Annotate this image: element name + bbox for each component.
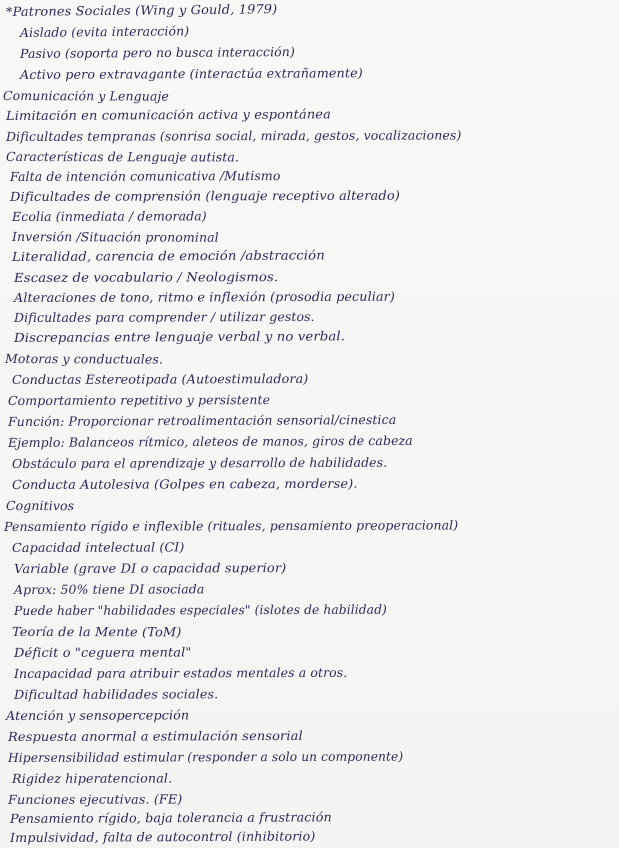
note-line: Ecolia (inmediata / demorada) [11, 208, 207, 224]
heading-comunicacion: Comunicación y Lenguaje [2, 88, 169, 104]
note-line: Inversión /Situación pronominal [11, 229, 219, 245]
note-line: Hipersensibilidad estimular (responder a solo un componente) [7, 748, 404, 765]
note-line: Pensamiento rígido, baja tolerancia a frustración [9, 809, 332, 826]
note-line: Rigidez hiperatencional. [11, 770, 173, 786]
heading-motoras: Motoras y conductuales. [4, 351, 163, 367]
note-line: Función: Proporcionar retroalimentación sensorial/cinestica [7, 411, 397, 429]
note-line: Aprox: 50% tiene DI asociada [13, 581, 205, 597]
heading-funciones-ejecutivas: Funciones ejecutivas. (FE) [7, 791, 183, 807]
note-line: Literalidad, carencia de emoción /abstracción [11, 247, 325, 264]
note-line: Conducta Autolesiva (Golpes en cabeza, morderse). [11, 475, 358, 492]
note-line: Déficit o "ceguera mental" [13, 644, 192, 660]
note-line: Escasez de vocabulario / Neologismos. [13, 269, 279, 285]
note-line: Ejemplo: Balanceos rítmico, aleteos de manos, giros de cabeza [7, 432, 413, 450]
note-line: Capacidad intelectual (CI) [11, 539, 185, 555]
note-line: Características de Lenguaje autista. [5, 149, 239, 165]
note-line: Pensamiento rígido e inflexible (rituales, pensamiento preoperacional) [3, 517, 459, 534]
note-line: Alteraciones de tono, ritmo e inflexión (prosodia peculiar) [13, 288, 395, 305]
note-line: Dificultades para comprender / utilizar gestos. [13, 308, 315, 325]
note-line: Dificultades de comprensión (lenguaje receptivo alterado) [9, 187, 400, 204]
note-line: Dificultad habilidades sociales. [13, 686, 219, 702]
heading-patrones-sociales: *Patrones Sociales (Wing y Gould, 1979) [5, 1, 278, 19]
note-line: Impulsividad, falta de autocontrol (inhibitorio) [9, 828, 316, 845]
note-line: Aislado (evita interacción) [19, 23, 190, 40]
note-line: Puede haber "habilidades especiales" (islotes de habilidad) [13, 601, 387, 618]
heading-cognitivos: Cognitivos [5, 498, 75, 514]
note-line: Variable (grave DI o capacidad superior) [13, 560, 287, 576]
note-line: Falta de intención comunicativa /Mutismo [9, 168, 281, 184]
heading-atencion: Atención y sensopercepción [5, 707, 190, 723]
note-line: Dificultades tempranas (sonrisa social, mirada, gestos, vocalizaciones) [5, 127, 462, 144]
note-line: Teoría de la Mente (ToM) [11, 624, 182, 640]
note-line: Limitación en comunicación activa y espontánea [5, 106, 331, 123]
note-line: Pasivo (soporta pero no busca interacción) [19, 44, 295, 61]
note-line: Discrepancias entre lenguaje verbal y no verbal. [13, 328, 346, 345]
note-line: Comportamiento repetitivo y persistente [7, 392, 271, 408]
note-line: Conductas Estereotipada (Autoestimuladora) [11, 370, 309, 387]
note-line: Incapacidad para atribuir estados mentales a otros. [13, 664, 348, 681]
note-line: Obstáculo para el aprendizaje y desarrollo de habilidades. [11, 454, 388, 471]
note-line: Activo pero extravagante (interactúa extrañamente) [19, 65, 363, 82]
note-line: Respuesta anormal a estimulación sensorial [7, 727, 303, 744]
